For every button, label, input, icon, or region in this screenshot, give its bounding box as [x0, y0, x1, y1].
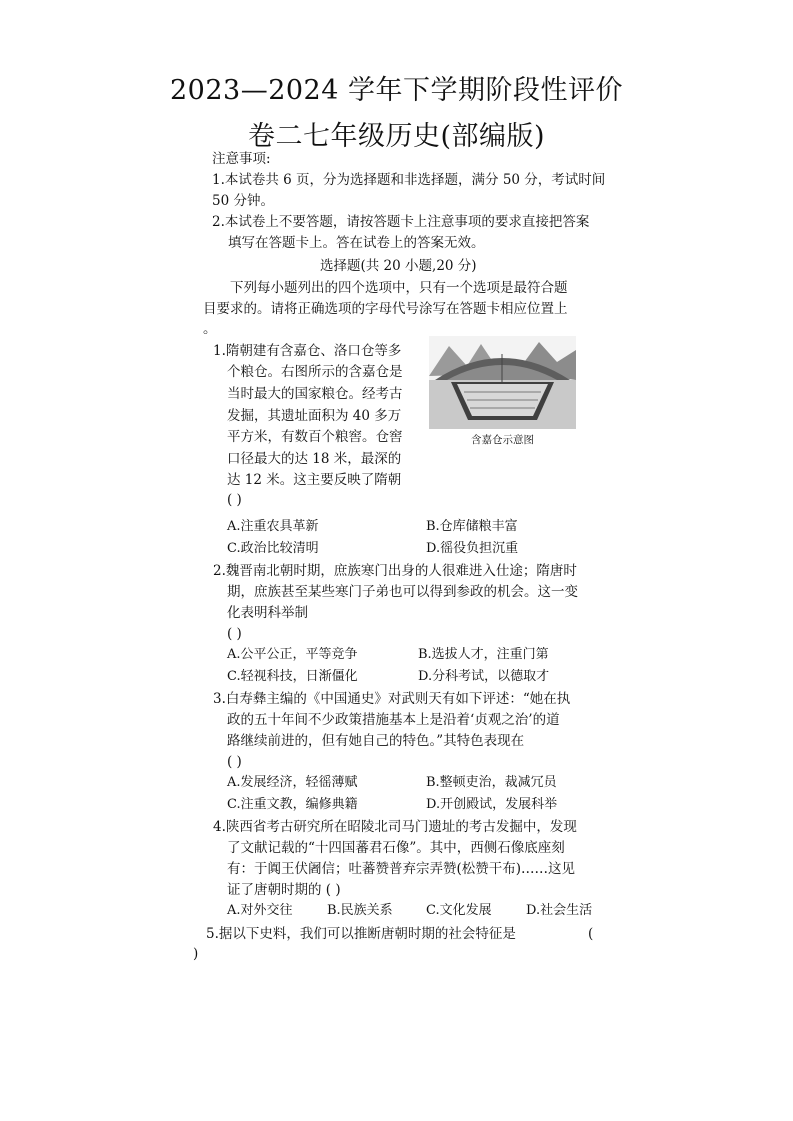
- note-2-cont: 填写在答题卡上。答在试卷上的答案无效。: [228, 235, 485, 251]
- q4-stem-line4: 证了唐朝时期的 ( ): [227, 882, 341, 898]
- q3-option-a: A.发展经济，轻徭薄赋: [227, 775, 358, 790]
- q1-stem-line3: 当时最大的国家粮仓。经考古: [227, 386, 403, 402]
- q4-stem-line2: 了文献记载的“十四国蕃君石像”。其中，西侧石像底座刻: [227, 840, 565, 856]
- q3-option-b: B.整顿吏治，裁减冗员: [426, 775, 557, 790]
- q1-stem-line4: 发掘，其遗址面积为 40 多万: [227, 408, 402, 424]
- section-instruction-cont: 目要求的。请将正确选项的字母代号涂写在答题卡相应位置上: [203, 301, 568, 317]
- q1-stem-line5: 平方米，有数百个粮窖。仓窖: [227, 429, 403, 445]
- q3-stem-line2: 政的五十年间不少政策措施基本上是沿着‘贞观之治’的道: [227, 712, 560, 728]
- q2-option-c: C.轻视科技，日渐僵化: [227, 669, 358, 684]
- figure-caption: 含嘉仓示意图: [471, 434, 534, 446]
- q4-option-c: C.文化发展: [426, 903, 492, 918]
- q4-stem-line1: 4.陕西省考古研究所在昭陵北司马门遗址的考古发掘中，发现: [213, 819, 577, 835]
- q2-option-a: A.公平公正，平等竞争: [227, 647, 358, 662]
- section-instruction-end: 。: [203, 321, 217, 337]
- q2-option-b: B.选拔人才，注重门第: [418, 647, 549, 662]
- q3-option-d: D.开创殿试，发展科举: [426, 797, 558, 812]
- note-1-cont: 50 分钟。: [212, 193, 274, 209]
- q3-stem-line1: 3.白寿彝主编的《中国通史》对武则天有如下评述：“她在执: [213, 691, 571, 707]
- q4-option-a: A.对外交往: [227, 903, 293, 918]
- notes-heading: 注意事项:: [212, 151, 271, 167]
- q5-answer-paren-close: ): [193, 946, 199, 962]
- q1-option-d: D.徭役负担沉重: [426, 541, 519, 556]
- q3-stem-line3: 路继续前进的，但有她自己的特色。”其特色表现在: [227, 733, 525, 749]
- q1-stem-line2: 个粮仓。右图所示的含嘉仓是: [227, 364, 403, 380]
- q4-option-d: D.社会生活: [526, 903, 593, 918]
- q2-option-d: D.分科考试，以德取才: [418, 669, 550, 684]
- q4-stem-line3: 有：于阗王伏阇信；吐蕃赞普弃宗弄赞(松赞干布)……这见: [227, 861, 576, 877]
- q1-option-c: C.政治比较清明: [227, 541, 319, 556]
- granary-illustration: [429, 336, 576, 429]
- q1-stem-line7: 达 12 米。这主要反映了隋朝: [227, 472, 402, 488]
- section-heading: 选择题(共 20 小题,20 分): [320, 258, 477, 274]
- q3-answer-paren: ( ): [227, 754, 242, 770]
- note-2: 2.本试卷上不要答题，请按答题卡上注意事项的要求直接把答案: [212, 214, 590, 230]
- q2-stem-line3: 化表明科举制: [227, 605, 308, 621]
- q2-stem-line2: 期，庶族甚至某些寒门子弟也可以得到参政的机会。这一变: [227, 584, 578, 600]
- q2-answer-paren: ( ): [227, 626, 242, 642]
- q1-option-b: B.仓库储粮丰富: [426, 519, 518, 534]
- exam-title-line2: 卷二七年级历史(部编版): [247, 121, 546, 152]
- q2-stem-line1: 2.魏晋南北朝时期，庶族寒门出身的人很难进入仕途；隋唐时: [213, 563, 577, 579]
- q4-option-b: B.民族关系: [327, 903, 393, 918]
- q5-stem-line1: 5.据以下史料，我们可以推断唐朝时期的社会特征是: [206, 926, 516, 942]
- section-instruction: 下列每小题列出的四个选项中，只有一个选项是最符合题: [230, 280, 568, 296]
- q1-stem-line1: 1.隋朝建有含嘉仓、洛口仓等多: [213, 343, 402, 359]
- q5-answer-paren-open: (: [588, 926, 594, 942]
- q1-option-a: A.注重农具革新: [227, 519, 319, 534]
- q1-answer-paren: ( ): [227, 492, 242, 508]
- q3-option-c: C.注重文教，编修典籍: [227, 797, 358, 812]
- exam-title-line1: 2023—2024 学年下学期阶段性评价: [169, 75, 623, 106]
- note-1: 1.本试卷共 6 页，分为选择题和非选择题，满分 50 分，考试时间: [212, 172, 606, 188]
- q1-stem-line6: 口径最大的达 18 米，最深的: [227, 451, 402, 467]
